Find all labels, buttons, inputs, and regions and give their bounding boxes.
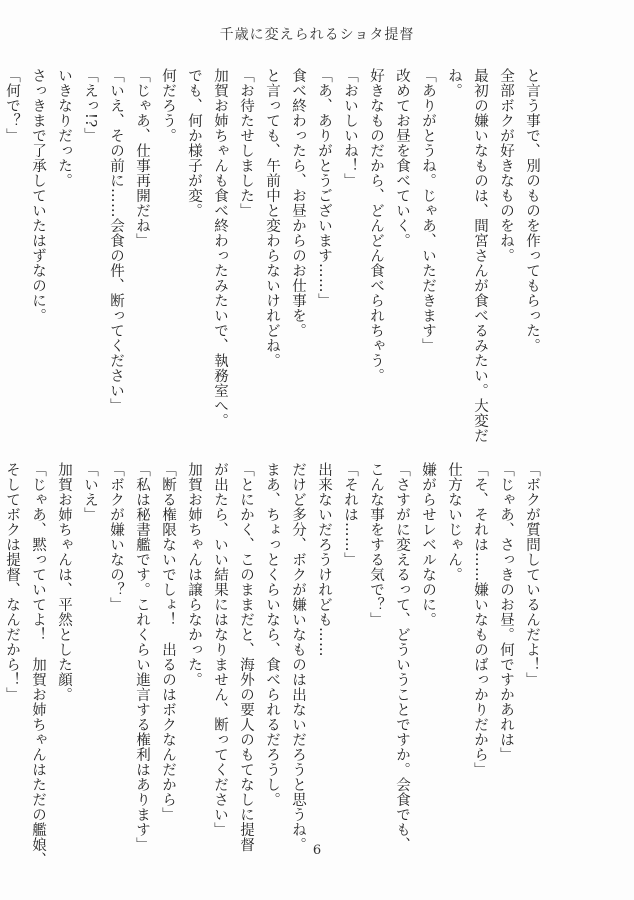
text-line: と言っても、午前中と変わらないけれどね。: [264, 68, 280, 368]
page-number: 6: [312, 843, 322, 858]
text-line: 全部ボクが好きなものをね。: [498, 68, 514, 263]
text-line: 「じゃあ、仕事再開だね」: [134, 68, 150, 248]
text-line: 加賀お姉ちゃんも食べ終わったみたいで、執務室へ。: [212, 68, 228, 428]
text-line: 「いえ」: [82, 462, 98, 522]
text-line: そしてボクは提督、なんだから！」: [4, 462, 20, 702]
text-line: 「あ、ありがとうございます……」: [316, 68, 332, 308]
text-line: 出来ないだろうけれども……: [316, 462, 332, 657]
text-line: 「断る権限ないでしょ！ 出るのはボクなんだから」: [160, 462, 176, 822]
text-line: 嫌がらせレベルなのに。: [420, 462, 436, 627]
text-line: 「それは……」: [342, 462, 358, 567]
text-line: 「とにかく、このままだと、海外の要人のもてなしに提督: [238, 462, 254, 852]
text-line: 「じゃあ、黙っていてよ！ 加賀お姉ちゃんはただの艦娘、: [30, 462, 46, 867]
text-line: だけど多分、ボクが嫌いなものは出ないだろうと思うね。: [290, 462, 306, 852]
text-line: 加賀お姉ちゃんは、平然とした顔。: [56, 462, 72, 702]
text-line: 好きなものだから、どんどん食べられちゃう。: [368, 68, 384, 383]
text-line: 「私は秘書艦です。これくらい進言する権利はあります」: [134, 462, 150, 852]
text-line: 「お待たせしました」: [238, 68, 254, 218]
text-line: 「何で？」: [4, 68, 20, 143]
text-line: さっきまで了承していたはずなのに。: [30, 68, 46, 323]
text-line: が出たら、いい結果にはなりません、断ってください」: [212, 462, 228, 837]
text-line: 「ボクが嫌いなの？」: [108, 462, 124, 612]
text-line: いきなりだった。: [56, 68, 72, 188]
text-line: 「さすがに変えるって、どういうことですか。会食でも、: [394, 462, 410, 852]
text-line: 何だろう。: [160, 68, 176, 143]
text-line: 「ボクが質問しているんだよ！」: [524, 462, 540, 687]
text-line: 最初の嫌いなものは、間宮さんが食べるみたい。大変だ: [472, 68, 488, 443]
running-header: 千歳に変えられるショタ提督: [219, 27, 415, 43]
text-line: 改めてお昼を食べていく。: [394, 68, 410, 248]
text-line: と言う事で、別のものを作ってもらった。: [524, 68, 540, 353]
text-line: 「えっ!?」: [82, 68, 98, 143]
text-line: 「ありがとうね。じゃあ、いただきます」: [420, 68, 436, 353]
text-line: 仕方ないじゃん。: [446, 462, 462, 582]
lower-text-block: [0, 462, 539, 867]
text-line: まあ、ちょっとくらいなら、食べられるだろうし。: [264, 462, 280, 807]
text-line: 食べ終わったら、お昼からのお仕事を。: [290, 68, 306, 338]
text-line: 「そ、それは……嫌いなものばっかりだから」: [472, 462, 488, 777]
upper-text-block: [0, 68, 539, 443]
text-line: でも、何か様子が変。: [186, 68, 202, 218]
text-line: 加賀お姉ちゃんは譲らなかった。: [186, 462, 202, 687]
text-line: 「いえ、その前に……会食の件、断ってください」: [108, 68, 124, 413]
text-line: 「じゃあ、さっきのお昼。何ですかあれは」: [498, 462, 514, 762]
text-line: ね。: [446, 68, 462, 98]
text-line: こんな事をする気で？」: [368, 462, 384, 627]
text-line: 「おいしいね！」: [342, 68, 358, 188]
